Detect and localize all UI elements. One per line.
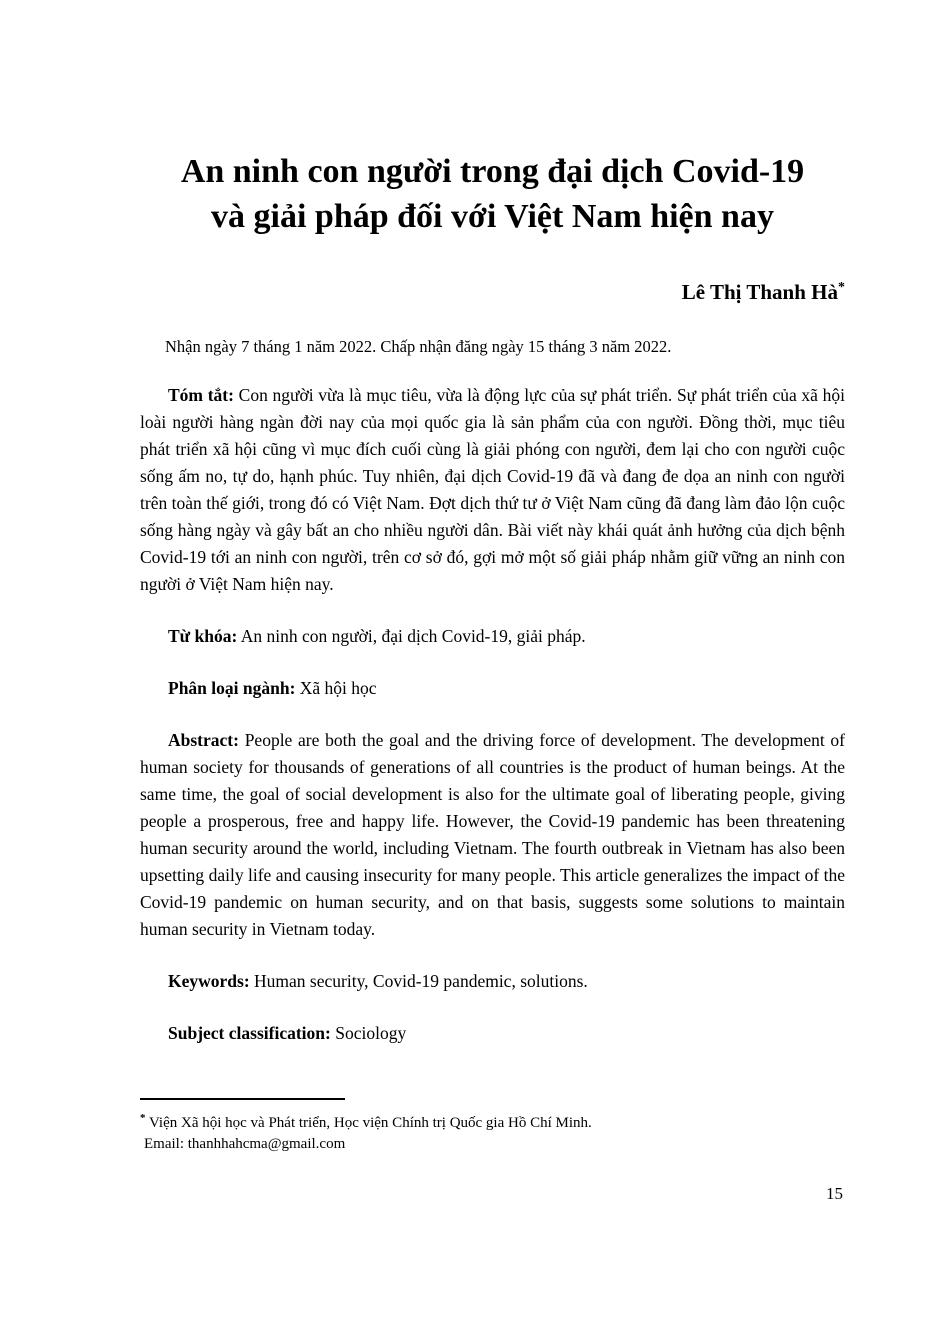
classification-english-text: Sociology	[335, 1022, 407, 1043]
abstract-english-label: Abstract:	[168, 729, 239, 750]
classification-english-label: Subject classification:	[168, 1022, 331, 1043]
footnote-divider	[140, 1098, 345, 1100]
page-number: 15	[826, 1184, 843, 1203]
abstract-vietnamese	[140, 382, 845, 598]
abstract-english	[140, 727, 845, 943]
classification-vietnamese-label: Phân loại ngành:	[168, 677, 296, 698]
keywords-vietnamese-text: An ninh con người, đại dịch Covid-19, giải pháp.	[240, 625, 586, 646]
footnote-marker: *	[140, 1112, 146, 1124]
author-line	[140, 280, 845, 305]
classification-vietnamese-text: Xã hội học	[299, 677, 377, 698]
keywords-vietnamese	[140, 623, 845, 650]
received-accepted-dates: Nhận ngày 7 tháng 1 năm 2022. Chấp nhận đăng ngày 15 tháng 3 năm 2022.	[165, 336, 672, 356]
classification-vietnamese	[140, 675, 845, 702]
footnote	[140, 1098, 760, 1155]
keywords-vietnamese-label: Từ khóa:	[168, 625, 238, 646]
keywords-english-label: Keywords:	[168, 970, 250, 991]
article-title-line-1: An ninh con người trong đại dịch Covid-19	[180, 153, 805, 190]
footnote-affiliation: Viện Xã hội học và Phát triển, Học viện Chính trị Quốc gia Hồ Chí Minh.	[148, 1115, 592, 1131]
author-footnote-marker: *	[838, 279, 845, 295]
abstract-vietnamese-text: Con người vừa là mục tiêu, vừa là động lực của sự phát triển. Sự phát triển của xã hội loài người hàng ngàn đời nay của mọi quốc gia là sản phẩm của con người. Đồng thời, mục tiêu phát triển xã hội cũng vì mục đích cuối cùng là giải phóng con người, đem lại cho con người cuộc sống ấm no, tự do, hạnh phúc. Tuy nhiên, đại dịch Covid-19 đã và đang đe dọa an ninh con người trên toàn thế giới, trong đó có Việt Nam. Đợt dịch thứ tư ở Việt Nam cũng đã đang làm đảo lộn cuộc sống hàng ngày và gây bất an cho nhiều người dân. Bài viết này khái quát ảnh hưởng của dịch bệnh Covid-19 tới an ninh con người, trên cơ sở đó, gợi mở một số giải pháp nhằm giữ vững an ninh con người ở Việt Nam hiện nay.	[140, 384, 846, 594]
page-content	[140, 0, 845, 1047]
author-name: Lê Thị Thanh Hà	[681, 279, 838, 304]
abstract-english-text: People are both the goal and the driving force of development. The development of human society for thousands of generations of all countries is the product of human beings. At the same time, the goal of social development is also for the ultimate goal of liberating people, giving people a prosperous, free and happy life. However, the Covid-19 pandemic has been threatening human security around the world, including Vietnam. The fourth outbreak in Vietnam has also been upsetting daily life and causing insecurity for many people. This article generalizes the impact of the Covid-19 pandemic on human security, and on that basis, suggests some solutions to maintain human security in Vietnam today.	[140, 729, 846, 939]
keywords-english	[140, 968, 845, 995]
footnote-email: Email: thanhhahcma@gmail.com	[144, 1136, 346, 1152]
abstract-vietnamese-label: Tóm tắt:	[168, 384, 234, 405]
footnote-affiliation-line	[140, 1108, 760, 1134]
article-title	[140, 150, 845, 240]
keywords-english-text: Human security, Covid-19 pandemic, solutions.	[254, 970, 588, 991]
classification-english	[140, 1020, 845, 1047]
article-title-line-2: và giải pháp đối với Việt Nam hiện nay	[211, 197, 774, 235]
